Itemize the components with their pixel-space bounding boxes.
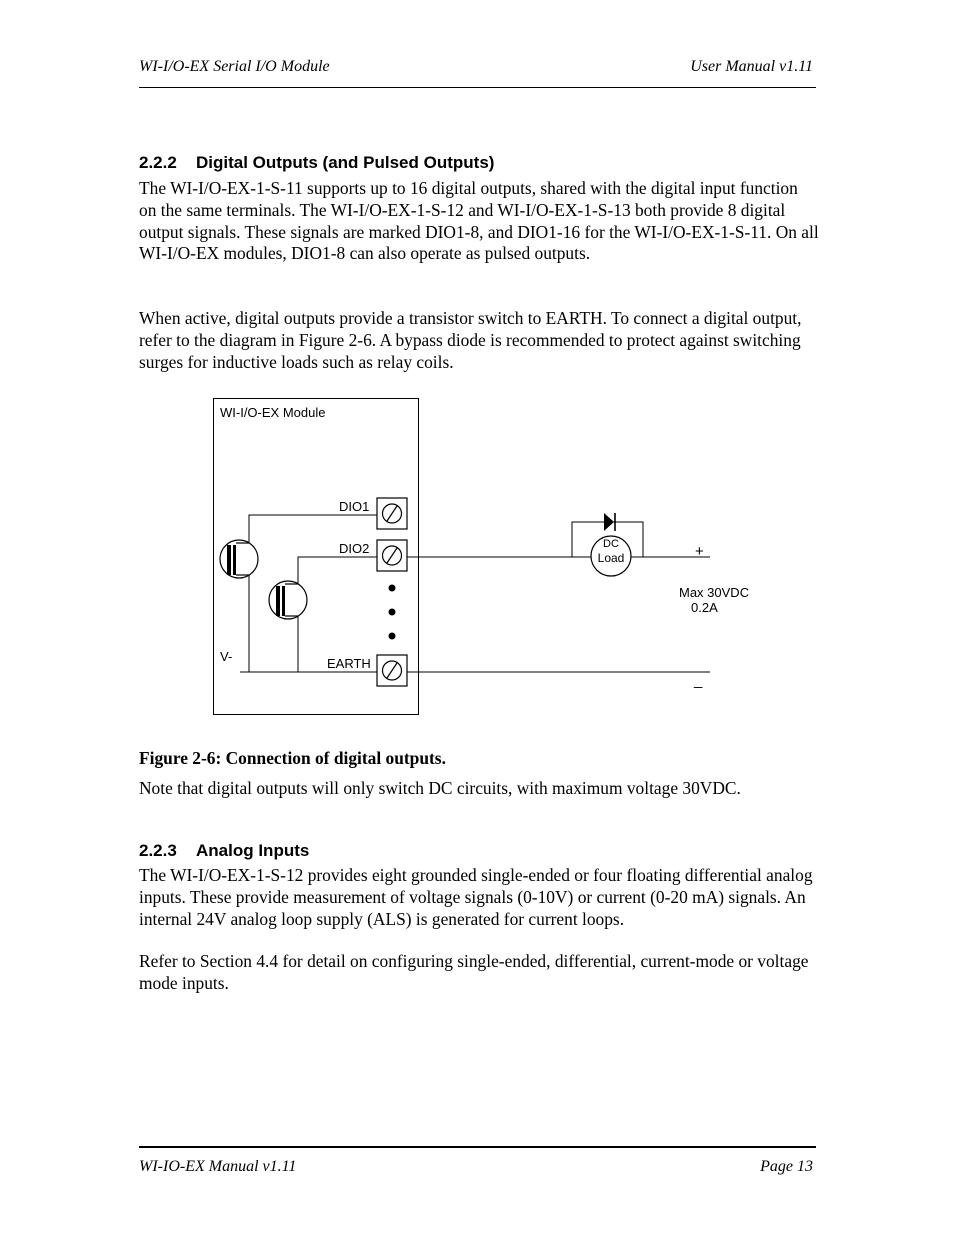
earth-terminal <box>377 655 407 686</box>
figure-caption: Figure 2-6: Connection of digital outputs. <box>139 748 446 768</box>
max-voltage-label: Max 30VDC <box>679 585 750 600</box>
paragraph: Note that digital outputs will only switch DC circuits, with maximum voltage 30VDC. <box>139 778 741 798</box>
transistor-icon <box>220 540 258 578</box>
max-current-label: 0.2A <box>691 600 718 615</box>
dio1-label: DIO1 <box>339 499 370 514</box>
section-number: 2.2.2 <box>139 153 177 172</box>
dc-load-label-line2: Load <box>597 551 625 565</box>
section-heading-2-2-3 <box>139 841 309 861</box>
dio2-label: DIO2 <box>339 541 370 556</box>
bypass-diode-icon <box>604 513 615 531</box>
footer-left: WI-IO-EX Manual v1.11 <box>139 1158 297 1175</box>
header-left: WI-I/O-EX Serial I/O Module <box>139 58 330 75</box>
section-title: Digital Outputs (and Pulsed Outputs) <box>196 153 495 172</box>
paragraph: Refer to Section 4.4 for detail on configuring single-ended, differential, current-mode or voltage mode inputs. <box>139 951 809 993</box>
vminus-label: V- <box>220 649 233 664</box>
plus-sign: + <box>695 543 704 560</box>
paragraph: The WI-I/O-EX-1-S-11 supports up to 16 digital outputs, shared with the digital input function on the same terminals. The WI-I/O-EX-1-S-12 and WI-I/O-EX-1-S-13 both provide 8 digital output signals. These signals are marked DIO1-8, and DIO1-16 for the WI-I/O-EX-1-S-11. On all WI-I/O-EX modules, DIO1-8 can also operate as pulsed outputs. <box>139 178 819 264</box>
transistor-icon <box>269 581 307 619</box>
paragraph: The WI-I/O-EX-1-S-12 provides eight grounded single-ended or four floating differential analog inputs. These provide measurement of voltage signals (0-10V) or current (0-20 mA) signals. An internal 24V analog loop supply (ALS) is generated for current loops. <box>139 865 813 929</box>
dio2-terminal <box>377 540 407 571</box>
header-right: User Manual v1.11 <box>690 58 813 75</box>
earth-label: EARTH <box>327 656 371 671</box>
minus-sign: _ <box>694 672 703 689</box>
ellipsis-dot <box>389 633 396 640</box>
paragraph: When active, digital outputs provide a transistor switch to EARTH. To connect a digital output, refer to the diagram in Figure 2-6. A bypass diode is recommended to protect against switching surges for inductive loads such as relay coils. <box>139 308 802 372</box>
footer-right: Page 13 <box>760 1158 813 1175</box>
ellipsis-dot <box>389 585 396 592</box>
module-label: WI-I/O-EX Module <box>220 405 326 420</box>
dc-load-label-line1: DC <box>603 538 619 550</box>
section-title: Analog Inputs <box>196 841 310 860</box>
section-number: 2.2.3 <box>139 841 177 860</box>
dio1-terminal <box>377 498 407 529</box>
ellipsis-dot <box>389 609 396 616</box>
footer-rule <box>139 1146 816 1148</box>
